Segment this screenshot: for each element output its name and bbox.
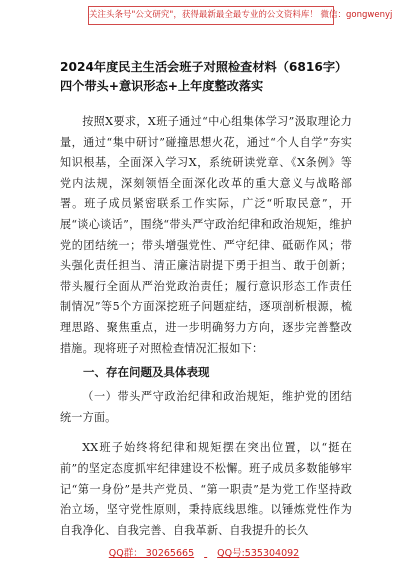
contact-footer	[0, 545, 408, 559]
document-title: 2024年度民主生活会班子对照检查材料（6816字）四个带头+意识形态+上年度整改落实	[60, 60, 348, 93]
subsection-heading: （一）带头严守政治纪律和政治规矩，维护党的团结统一方面。	[60, 390, 352, 424]
body-paragraph: XX班子始终将纪律和规矩摆在突出位置，以“挺在前”的坚定态度抓牢纪律建设不松懈。班子成员多数能够牢记“第一身份”是共产党员、“第一职责”是为党工作坚持政治立场，坚守党性原则，秉持底线思维。以锤炼党性作为自我净化、自我完善、自我革新、自我提升的长久	[60, 441, 352, 537]
document-page	[60, 58, 352, 541]
intro-paragraph: 按照X要求，X班子通过“中心组集体学习”汲取理论力量，通过“集中研讨”碰撞思想火花，通过“个人自学”夯实知识根基，全面深入学习X，系统研读党章、《X条例》等党内法规，深刻领悟全面深化改革的重大意义与战略部署。班子成员紧密联系工作实际，广泛“听取民意”，开展“谈心谈话”，围绕“带头严守政治纪律和政治规矩，维护党的团结统一；带头增强党性、严守纪律、砥砺作风；带头强化责任担当、清正廉洁尉提下勇于担当、敢于创新；带头履行全面从严治党政治责任；履行意识形态工作责任制情况”等5个方面深挖班子问题症结，逐项剖析根源，梳理思路、聚焦重点，进一步明确努力方向，逐步完善整改措施。现将班子对照检查情况汇报如下：	[60, 115, 352, 355]
qq-group-label: QQ群： 30265665	[108, 548, 195, 559]
qq-number-label: QQ号:535304092	[217, 548, 300, 559]
section-heading: 一、存在问题及具体表现	[83, 365, 210, 380]
promo-banner: 关注头条号"公文研究"，获得最新最全最专业的公文资料库！ 微信：gongwenyj	[88, 6, 334, 25]
